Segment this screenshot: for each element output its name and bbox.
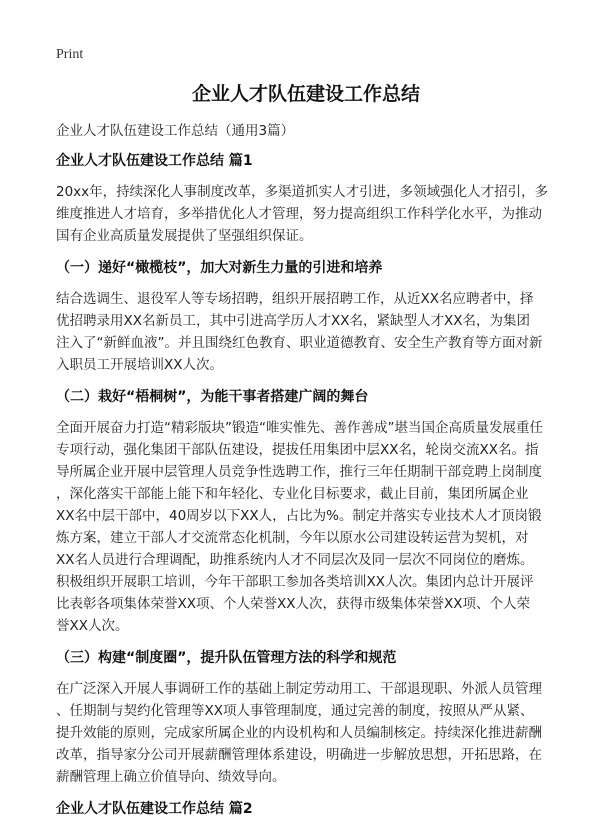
text-line: 维度推进人才培育，多举措优化人才管理，努力提高组织工作科学化水平，为推动 (56, 206, 542, 222)
paragraph-cadre (56, 417, 556, 637)
text-line: 誉XX人次。 (56, 618, 129, 634)
text-line: 优招聘录用XX名新员工，其中引进高学历人才XX名，紧缺型人才XX名，为集团 (56, 313, 530, 329)
text-line: 全面开展奋力打造“精彩版块”锻造“唯实惟先、善作善成”堪当国企高质量发展重任 (56, 420, 543, 436)
document-page (56, 44, 556, 829)
text-line: 导所属企业开展中层管理人员竞争性选聘工作，推行三年任期制干部竞聘上岗制度 (56, 464, 542, 480)
text-line: 国有企业高质量发展提供了坚强组织保证。 (56, 228, 313, 244)
print-link[interactable]: Print (56, 47, 84, 62)
text-line: 比表彰各项集体荣誉XX项、个人荣誉XX人次，获得市级集体荣誉XX项、个人荣 (56, 596, 530, 612)
subheading-2: （二）栽好“梧桐树”，为能干事者搭建广阔的舞台 (56, 389, 369, 405)
document-subtitle: 企业人才队伍建设工作总结（通用3篇） (56, 123, 295, 139)
text-line: 结合选调生、退役军人等专场招聘，组织开展招聘工作，从近XX名应聘者中，择 (56, 291, 534, 307)
text-line: 积极组织开展职工培训，今年干部职工参加各类培训XX人次。集团内总计开展评 (56, 574, 534, 590)
text-line: 炼方案，建立干部人才交流常态化机制，今年以原水公司建设转运营为契机，对 (56, 530, 529, 546)
text-line: 入职员工开展培训XX人次。 (56, 357, 223, 373)
document-title: 企业人才队伍建设工作总结 (191, 83, 420, 105)
text-line: XX名人员进行合理调配，助推系统内人才不同层次及同一层次不同岗位的磨炼。 (56, 552, 534, 568)
text-line: 在广泛深入开展人事调研工作的基础上制定劳动用工、干部退现职、外派人员管理 (56, 681, 542, 697)
subheading-1: （一）递好“橄榄枝”，加大对新生力量的引进和培养 (56, 260, 383, 276)
text-line: 提升效能的原则，完成家所属企业的内设机构和人员编制核定。持续深化推进薪酬 (56, 725, 542, 741)
text-line: 专项行动，强化集团干部队伍建设，提拔任用集团中层XX名，轮岗交流XX名。指 (56, 442, 539, 458)
text-line: XX名中层干部中，40周岁以下XX人，占比为%。制定并落实专业技术人才顶岗锻 (56, 508, 542, 524)
section-heading-1: 企业人才队伍建设工作总结 篇1 (56, 153, 253, 169)
text-line: ，深化落实干部能上能下和年轻化、专业化目标要求，截止目前，集团所属企业 (56, 486, 529, 502)
text-line: 薪酬管理上确立价值导向、绩效导向。 (56, 769, 286, 785)
text-line: 注入了“新鲜血液”。并且围绕红色教育、职业道德教育、安全生产教育等方面对新 (56, 335, 543, 351)
paragraph-intro (56, 181, 556, 247)
section-heading-2: 企业人才队伍建设工作总结 篇2 (56, 801, 253, 817)
text-line: 20xx年，持续深化人事制度改革，多渠道抓实人才引进，多领域强化人才招引，多 (56, 184, 549, 200)
text-line: 、任期制与契约化管理等XX项人事管理制度，通过完善的制度，按照从严从紧、 (56, 703, 534, 719)
paragraph-system (56, 678, 556, 788)
paragraph-recruitment (56, 288, 556, 376)
text-line: 改革，指导家分公司开展薪酬管理体系建设，明确进一步解放思想，开拓思路，在 (56, 747, 542, 763)
subheading-3: （三）构建“制度圈”，提升队伍管理方法的科学和规范 (56, 650, 397, 666)
